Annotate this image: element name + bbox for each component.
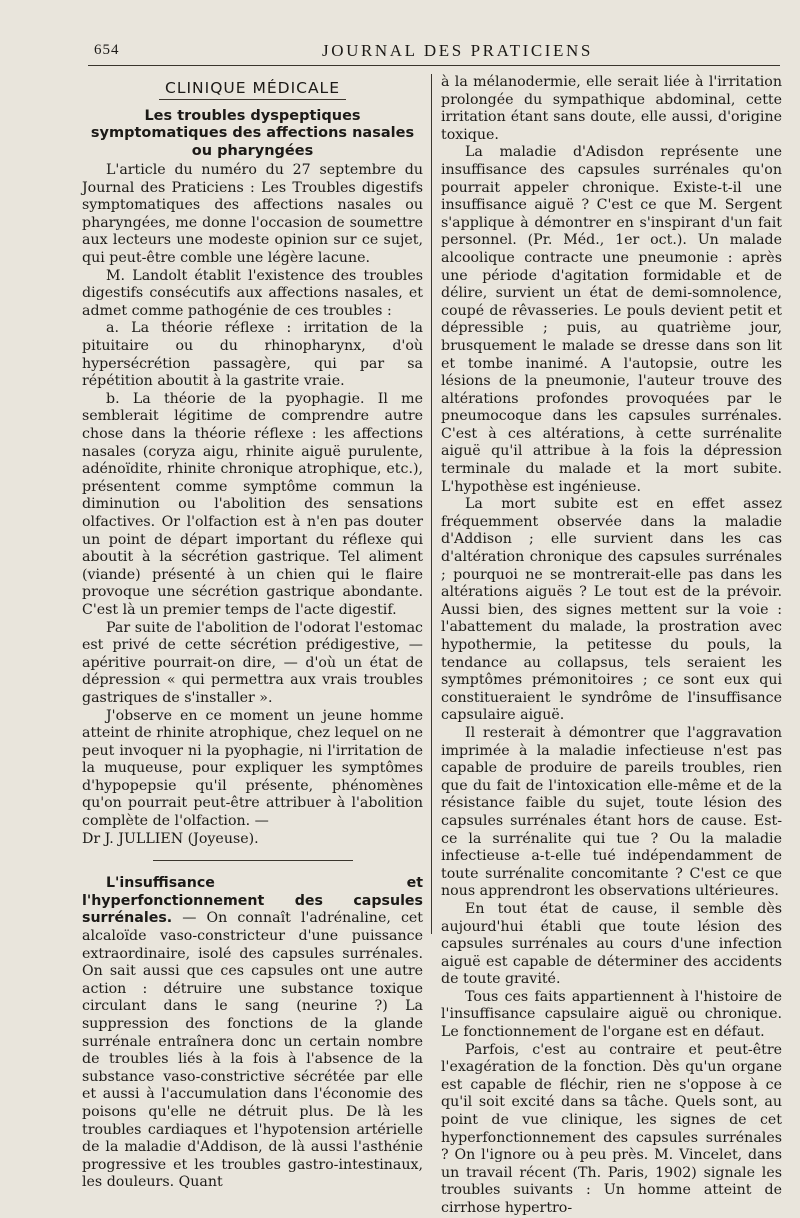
paragraph: L'article du numéro du 27 septembre du Journal des Praticiens : Les Troubles digestifs symptomatiques des affections nasales ou pharyngées, me donne l'occasion de soumettre aux lecteurs une modeste opinion sur ce sujet, qui peut-être comble une légère lacune. [82, 162, 423, 267]
paragraph: En tout état de cause, il semble dès aujourd'hui établi que toute lésion des capsules surrénales au cours d'une infection aiguë est capable de déterminer des accidents de toute gravité. [441, 900, 782, 988]
paragraph: La maladie d'Adisdon représente une insuffisance des capsules surrénales qu'on pourrait appeler chronique. Existe-t-il une insuffisance aiguë ? C'est ce que M. Sergent s'applique à démontrer en s'inspirant d'un fait personnel. (Pr. Méd., 1er oct.). Un malade alcoolique contracte une pneumonie : après une période d'agitation formidable et de délire, survient un état de demi-somnolence, coupé de rêvasseries. Le pouls devient petit et dépressible ; puis, au quatrième jour, brusquement le malade se dresse dans son lit et tombe inanimé. A l'autopsie, outre les lésions de la pneumonie, l'auteur trouve des altérations profondes provoquées par le pneumocoque dans les capsules surrénales. C'est à ces altérations, à cette surrénalite aiguë qu'il attribue à la fois la dépression terminale du malade et la mort subite. L'hypothèse est ingénieuse. [441, 144, 782, 495]
left-column [82, 74, 423, 1192]
paragraph [82, 875, 423, 1192]
paragraph: Parfois, c'est au contraire et peut-être l'exagération de la fonction. Dès qu'un organe est capable de fléchir, rien ne s'oppose à ce qu'il soit excité dans sa tâche. Quels sont, au point de vue clinique, les signes de cet hyperfonctionnement des capsules surrénales ? On l'ignore ou à peu près. M. Vincelet, dans un travail récent (Th. Paris, 1902) signale les troubles suivants : Un homme atteint de cirrhose hypertro- [441, 1041, 782, 1216]
paragraph: J'observe en ce moment un jeune homme atteint de rhinite atrophique, chez lequel on ne peut invoquer ni la pyophagie, ni l'irritation de la muqueuse, pour expliquer les symptômes d'hypopepsie qu'il présente, phénomènes qu'on pourrait peut-être attribuer à l'abolition complète de l'olfaction. — [82, 707, 423, 830]
paragraph: M. Landolt établit l'existence des troubles digestifs consécutifs aux affections nasales, et admet comme pathogénie de ces troubles : [82, 267, 423, 319]
paragraph: Il resterait à démontrer que l'aggravation imprimée à la maladie infectieuse n'est pas capable de produire de pareils troubles, rien que du fait de l'intoxication elle-même et de la résistance faible du sujet, toute lésion des capsules surrénales étant hors de cause. Est-ce la surrénalite qui tue ? Ou la maladie infectieuse a-t-elle tué indépendamment de toute surrénalite concomitante ? C'est ce que nous apprendront les observations ultérieures. [441, 724, 782, 900]
column-rule [431, 74, 432, 934]
paragraph-text: — On connaît l'adrénaline, cet alcaloïde vaso-constricteur d'une puissance extraordinaire, isolé des capsules surrénales. On sait aussi que ces capsules ont une autre action : détruire une substance toxique circulant dans le sang (neurine ?) La suppression des fonctions de la glande surrénale entraînera donc un certain nombre de troubles liés à la fois à l'absence de la substance vaso-constrictive sécrétée par elle et aussi à l'accumulation dans l'économie des poisons qu'elle ne détruit plus. De là les troubles cardiaques et l'hypotension artérielle de la maladie d'Addison, de là aussi l'asthénie progressive et les troubles gastro-intestinaux, les douleurs. Quant [82, 910, 423, 1191]
right-column [441, 74, 782, 1218]
running-head: JOURNAL DES PRATICIENS [322, 41, 593, 60]
article-title: Les troubles dyspeptiques symptomatiques des affections nasales ou pharyngées [90, 107, 415, 159]
paragraph: a. La théorie réflexe : irritation de la pituitaire ou du rhinopharynx, d'où hypersécrétion passagère, qui par sa répétition aboutit à la gastrite vraie. [82, 320, 423, 390]
page-number: 654 [94, 42, 120, 58]
paragraph: à la mélanodermie, elle serait liée à l'irritation prolongée du sympathique abdominal, cette irritation étant sans doute, elle aussi, d'origine toxique. [441, 74, 782, 143]
paragraph: La mort subite est en effet assez fréquemment observée dans la maladie d'Addison ; elle survient dans les cas d'altération chronique des capsules surrénales ; pourquoi ne se montrerait-elle pas dans les altérations aiguës ? Le tout est de la prévoir. Aussi bien, des signes mettent sur la voie : l'abattement du malade, la prostration avec hypothermie, la petitesse du pouls, la tendance au collapsus, tels seraient les symptômes prémonitoires ; ce sont eux qui constitueraient le syndrôme de l'insuffisance capsulaire aiguë. [441, 496, 782, 724]
article-separator [153, 860, 353, 861]
section-title: CLINIQUE MÉDICALE [82, 80, 423, 102]
article-title: L'insuffisance et l'hyperfonctionnement des capsules surrénales. [82, 875, 423, 927]
page-header [88, 38, 780, 64]
header-rule [88, 65, 780, 66]
paragraph: Tous ces faits appartiennent à l'histoire de l'insuffisance capsulaire aiguë ou chronique. Le fonctionnement de l'organe est en défaut. [441, 988, 782, 1041]
paragraph: b. La théorie de la pyophagie. Il me semblerait légitime de comprendre autre chose dans la théorie réflexe : les affections nasales (coryza aigu, rhinite aiguë purulente, adénoïdite, rhinite chronique atrophique, etc.), présentent comme symptôme commun la diminution ou l'abolition des sensations olfactives. Or l'olfaction est à n'en pas douter un point de départ important du réflexe qui aboutit à la sécrétion gastrique. Tel aliment (viande) présenté à un chien qui le flaire provoque une sécrétion gastrique abondante. C'est là un premier temps de l'acte digestif. [82, 390, 423, 618]
paragraph: Par suite de l'abolition de l'odorat l'estomac est privé de cette sécrétion prédigestive, — apéritive pourrait-on dire, — d'où un état de dépression « qui permettra aux vrais troubles gastriques de s'installer ». [82, 619, 423, 706]
author-signature: Dr J. JULLIEN (Joyeuse). [82, 830, 259, 847]
